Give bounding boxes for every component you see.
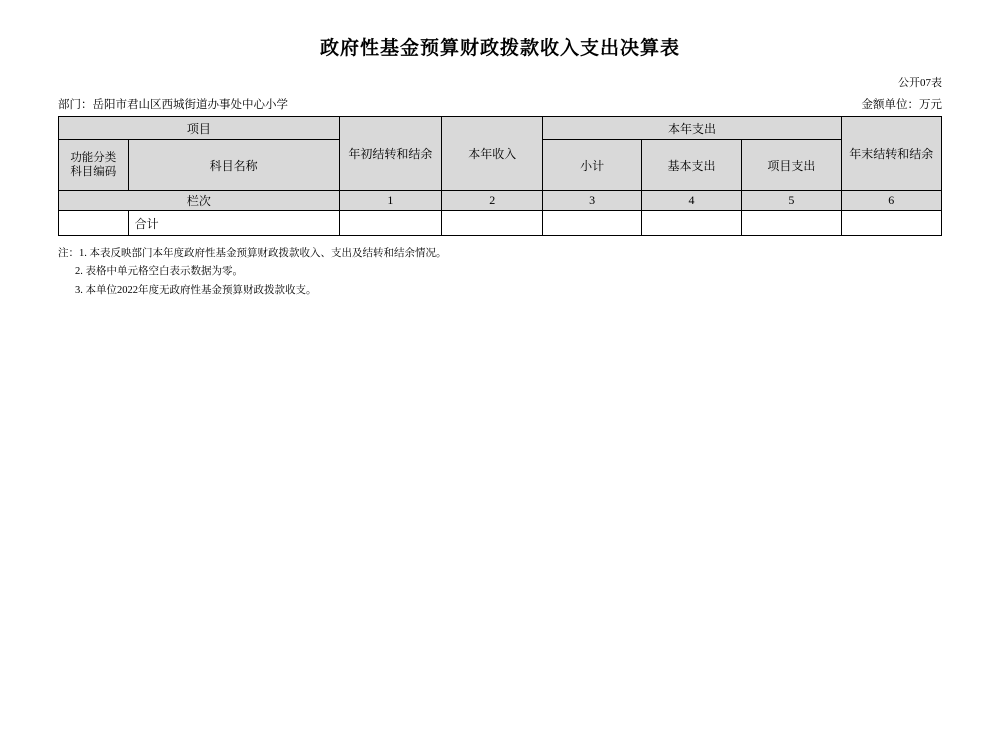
budget-table-wrap — [0, 116, 1000, 236]
meta-row — [0, 96, 1000, 112]
notes-block — [0, 245, 1000, 300]
cell-subject-name: 合计 — [128, 211, 339, 236]
table-row — [59, 211, 942, 236]
header-project-expenditure: 项目支出 — [742, 140, 841, 191]
note-item-3: 3. 本单位2022年度无政府性基金预算财政拨款收支。 — [75, 284, 317, 296]
column-number-row — [59, 191, 942, 211]
header-subtotal: 小计 — [543, 140, 641, 191]
note-item-1 — [58, 245, 942, 263]
notes-label: 注： — [58, 248, 79, 259]
cell-opening-balance — [339, 211, 441, 236]
column-number-6: 6 — [841, 191, 941, 211]
note-text-1: 1. 本表反映部门本年度政府性基金预算财政拨款收入、支出及结转和结余情况。 — [79, 248, 447, 259]
column-number-2: 2 — [442, 191, 543, 211]
column-number-3: 3 — [543, 191, 641, 211]
header-project: 项目 — [59, 117, 340, 140]
cell-function-code — [59, 211, 129, 236]
page-title: 政府性基金预算财政拨款收入支出决算表 — [319, 38, 680, 59]
header-opening-balance: 年初结转和结余 — [339, 117, 441, 191]
cell-income — [442, 211, 543, 236]
department-label: 部门：岳阳市君山区西城街道办事处中心小学 — [58, 99, 288, 111]
header-function-code-line2: 科目编码 — [70, 166, 117, 178]
header-closing-balance: 年末结转和结余 — [841, 117, 941, 191]
column-number-5: 5 — [742, 191, 841, 211]
note-item-2: 2. 表格中单元格空白表示数据为零。 — [75, 266, 243, 278]
budget-table — [58, 116, 942, 236]
header-function-code-line1: 功能分类 — [70, 151, 117, 164]
cell-subtotal — [543, 211, 641, 236]
header-current-year-expenditure: 本年支出 — [543, 117, 841, 140]
amount-unit: 金额单位：万元 — [861, 99, 942, 111]
header-subject-name: 科目名称 — [128, 140, 339, 191]
row-label-lanci: 栏次 — [59, 191, 340, 211]
header-basic-expenditure: 基本支出 — [641, 140, 741, 191]
cell-project-expenditure — [742, 211, 841, 236]
table-header-group-row — [59, 117, 942, 140]
cell-basic-expenditure — [641, 211, 741, 236]
header-function-code — [59, 140, 129, 191]
form-code: 公开07表 — [898, 77, 942, 89]
column-number-1: 1 — [339, 191, 441, 211]
cell-closing-balance — [841, 211, 941, 236]
header-income: 本年收入 — [442, 117, 543, 191]
document-page — [0, 33, 1000, 739]
column-number-4: 4 — [641, 191, 741, 211]
